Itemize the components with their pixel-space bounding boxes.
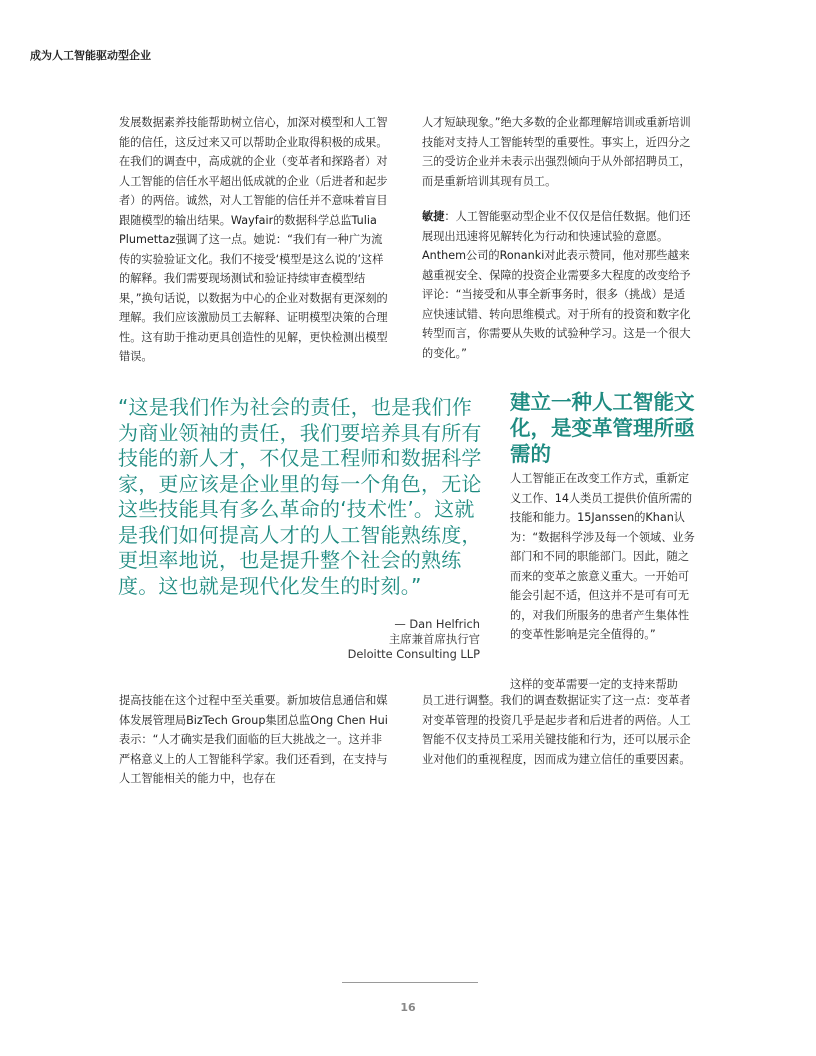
body-paragraph-upskilling: 提高技能在这个过程中至关重要。新加坡信息通信和媒体发展管理局BizTech Group集团总监Ong Chen Hui表示：“人才确实是我们面临的巨大挑战之一。这并非严格意义上的人工智能科学家。我们还看到，在支持与人工智能相关的能力中，也存在 [119, 694, 388, 785]
body-paragraph-change-management: 员工进行调整。我们的调查数据证实了这一点：变革者对变革管理的投资几乎是起步者和后进者的两倍。人工智能不仅支持员工采用关键技能和行为，还可以展示企业对他们的重视程度，因而成为建立信任的重要因素。 [422, 694, 691, 766]
sidebar-paragraph-support: 这样的变革需要一定的支持来帮助 [510, 678, 678, 691]
agility-text: ：人工智能驱动型企业不仅仅是信任数据。他们还展现出迅速将见解转化为行动和快速试验的意愿。Anthem公司的Ronanki对此表示赞同，他对那些越来越重视安全、保障的投资企业需要多大程度的改变给予评论：“当接受和从事全新事务时，很多（挑战）是适应快速试错、转向思维模式。对于所有的投资和数字化转型而言，你需要从失败的试验种学习。这是一个很大的变化。” [422, 210, 691, 360]
running-header: 成为人工智能驱动型企业 [30, 49, 151, 62]
body-paragraph-agility [422, 207, 694, 363]
attribution-company: Deloitte Consulting LLP [347, 647, 480, 661]
pull-quote: “这是我们作为社会的责任，也是我们作为商业领袖的责任，我们要培养具有所有技能的新人才，不仅是工程师和数据科学家，更应该是企业里的每一个角色，无论这些技能具有多么革命的‘技术性’。这就是我们如何提高人才的人工智能熟练度，更坦率地说，也是提升整个社会的熟练度。这也就是现代化发生的时刻。” [118, 395, 482, 598]
attribution-name: — Dan Helfrich [394, 617, 480, 631]
body-paragraph-trust: 发展数据素养技能帮助树立信心，加深对模型和人工智能的信任，这反过来又可以帮助企业取得积极的成果。在我们的调查中，高成就的企业（变革者和探路者）对人工智能的信任水平超出低成就的企业（后进者和起步者）的两倍。诚然，对人工智能的信任并不意味着盲目跟随模型的输出结果。Wayfair的数据科学总监Tulia Plumettaz强调了这一点。她说：“我们有一种广为流传的实验验证文化。我们不接受‘模型是这么说的’这样的解释。我们需要现场测试和验证持续审查模型结果，”换句话说，以数据为中心的企业对数据有更深刻的理解。我们应该激励员工去解释、证明模型决策的合理性。这有助于推动更具创造性的见解，更快检测出模型错误。 [119, 116, 388, 363]
attribution-role: 主席兼首席执行官 [388, 632, 480, 646]
quote-attribution [348, 617, 480, 662]
page-number: 16 [400, 1001, 416, 1014]
agility-lead: 敏捷 [422, 210, 445, 223]
body-paragraph-talent-shortage: 人才短缺现象。”绝大多数的企业都理解培训或重新培训技能对支持人工智能转型的重要性。事实上，近四分之三的受访企业并未表示出强烈倾向于从外部招聘员工，而是重新培训其现有员工。 [422, 116, 691, 188]
sidebar-paragraph-change: 人工智能正在改变工作方式，重新定义工作、14人类员工提供价值所需的技能和能力。15Janssen的Khan认为：“数据科学涉及每一个领域、业务部门和不同的职能部门。因此，随之而来的变革之旅意义重大。一开始可能会引起不适，但这并不是可有可无的，对我们所服务的患者产生集体性的变革性影响是完全值得的。” [510, 472, 695, 641]
sidebar-heading: 建立一种人工智能文化，是变革管理所亟需的 [510, 390, 695, 466]
footer-divider [342, 982, 478, 983]
